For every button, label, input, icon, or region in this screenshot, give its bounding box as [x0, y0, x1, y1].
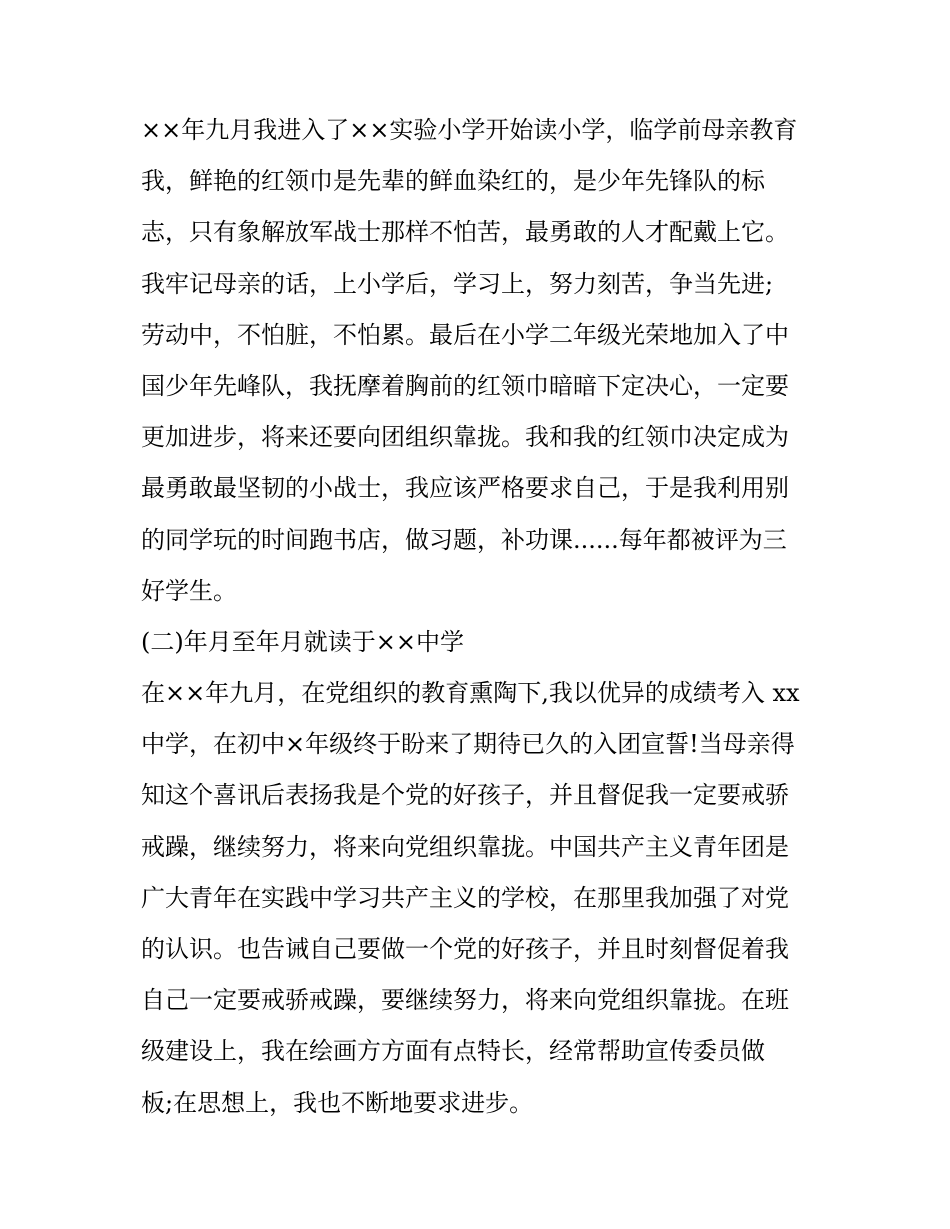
- text-line: ××年九月我进入了××实验小学开始读小学，临学前母亲教育: [141, 116, 798, 144]
- text-line: 级建设上，我在绘画方方面有点特长，经常帮助宣传委员做: [141, 1037, 765, 1066]
- text-line: 我，鲜艳的红领巾是先辈的鲜血染红的，是少年先锋队的标: [141, 167, 765, 196]
- body-text: [141, 111, 821, 1135]
- text-line: 中学，在初中×年级终于盼来了期待已久的入团宣誓!当母亲得: [141, 730, 795, 759]
- text-line: 戒躁，继续努力，将来向党组织靠拢。中国共产主义青年团是: [141, 832, 789, 861]
- text-line: 知这个喜讯后表扬我是个党的好孩子，并且督促我一定要戒骄: [141, 781, 789, 810]
- text-line: 最勇敢最坚韧的小战士，我应该严格要求自己，于是我利用别: [141, 474, 789, 503]
- text-line: 好学生。: [141, 576, 237, 605]
- text-line: 我牢记母亲的话，上小学后，学习上，努力刻苦，争当先进;: [141, 269, 774, 298]
- text-line: 志，只有象解放军战士那样不怕苦，最勇敢的人才配戴上它。: [141, 218, 789, 247]
- text-line: 广大青年在实践中学习共产主义的学校，在那里我加强了对党: [141, 883, 789, 912]
- text-line: 板;在思想上，我也不断地要求进步。: [141, 1088, 534, 1117]
- text-line: 更加进步，将来还要向团组织靠拢。我和我的红领巾决定成为: [141, 423, 789, 452]
- text-line: 自己一定要戒骄戒躁，要继续努力，将来向党组织靠拢。在班: [141, 986, 789, 1015]
- text-line: 在××年九月，在党组织的教育熏陶下,我以优异的成绩考入 xx: [141, 679, 800, 708]
- section-heading: (二)年月至年月就读于××中学: [141, 627, 464, 656]
- text-line: 的同学玩的时间跑书店，做习题，补功课......每年都被评为三: [141, 525, 787, 554]
- text-line: 的认识。也告诫自己要做一个党的好孩子，并且时刻督促着我: [141, 935, 789, 963]
- text-line: 国少年先峰队，我抚摩着胸前的红领巾暗暗下定决心，一定要: [141, 371, 789, 400]
- text-line: 劳动中，不怕脏，不怕累。最后在小学二年级光荣地加入了中: [141, 320, 789, 349]
